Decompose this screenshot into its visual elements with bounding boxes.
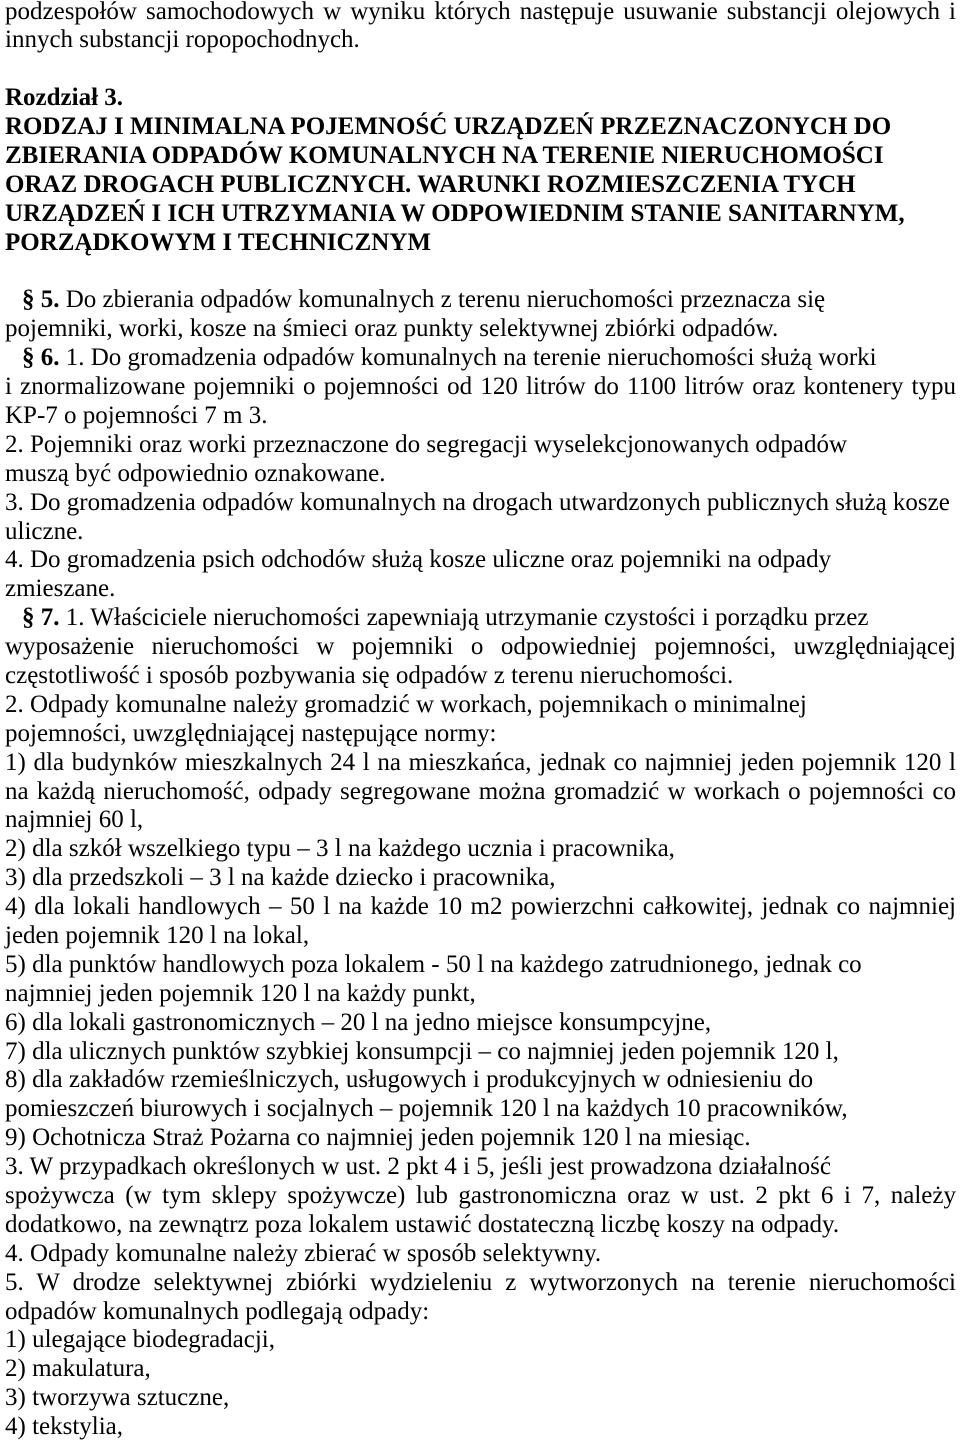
section-7-list-item: 7) dla ulicznych punktów szybkiej konsumpcji – co najmniej jeden pojemnik 120 l, (5, 1037, 839, 1065)
section-7-line: 3. W przypadkach określonych w ust. 2 pkt 4 i 5, jeśli jest prowadzona działalność (5, 1153, 831, 1181)
section-6-line: i znormalizowane pojemniki o pojemności od 120 litrów do 1100 litrów oraz kontenery typu (5, 373, 956, 401)
section-6-line: 2. Pojemniki oraz worki przeznaczone do segregacji wyselekcjonowanych odpadów (5, 430, 848, 458)
chapter-title-line: ORAZ DROGACH PUBLICZNYCH. WARUNKI ROZMIESZCZENIA TYCH (5, 170, 856, 198)
section-7-line: wyposażenie nieruchomości w pojemniki o odpowiedniej pojemności, uwzględniającej (5, 633, 956, 661)
section-7-list-item: 2) dla szkół wszelkiego typu – 3 l na każdego ucznia i pracownika, (5, 835, 675, 863)
section-7-line: dodatkowo, na zewnątrz poza lokalem ustawić dostateczną liczbę koszy na odpady. (5, 1210, 840, 1238)
section-7-line: częstotliwość i sposób pozbywania się odpadów z terenu nieruchomości. (5, 661, 734, 689)
section-6-line: 4. Do gromadzenia psich odchodów służą kosze uliczne oraz pojemniki na odpady (5, 546, 832, 574)
section-7-list-item: 4) tekstylia, (5, 1413, 124, 1441)
section-7-line: spożywcza (w tym sklepy spożywcze) lub gastronomiczna oraz w ust. 2 pkt 6 i 7, należy (5, 1182, 956, 1210)
chapter-title-line: RODZAJ I MINIMALNA POJEMNOŚĆ URZĄDZEŃ PRZEZNACZONYCH DO (5, 113, 892, 141)
section-6-text: 1. Do gromadzenia odpadów komunalnych na terenie nieruchomości służą worki (65, 344, 877, 372)
section-7-list-item: 3) dla przedszkoli – 3 l na każde dziecko i pracownika, (5, 864, 556, 892)
section-7-list-item: 6) dla lokali gastronomicznych – 20 l na jedno miejsce konsumpcyjne, (5, 1008, 712, 1036)
section-7-list-item: 9) Ochotnicza Straż Pożarna co najmniej jeden pojemnik 120 l na miesiąc. (5, 1124, 751, 1152)
section-7-list-item: 3) tworzywa sztuczne, (5, 1384, 230, 1412)
blank-line (5, 258, 956, 287)
section-6-line: zmieszane. (5, 575, 116, 603)
section-6-line: uliczne. (5, 517, 84, 545)
section-7-line: odpadów komunalnych podlegają odpady: (5, 1297, 430, 1325)
section-7-mark: § 7. (22, 604, 60, 632)
chapter-title-line: PORZĄDKOWYM I TECHNICZNYM (5, 228, 431, 256)
section-7-line: najmniej 60 l, (5, 806, 144, 834)
blank-line (5, 55, 956, 84)
section-6-line: muszą być odpowiednio oznakowane. (5, 459, 386, 487)
section-7-text: 1. Właściciele nieruchomości zapewniają utrzymanie czystości i porządku przez (65, 604, 869, 632)
section-6-mark: § 6. (22, 344, 60, 372)
section-7-line: 4. Odpady komunalne należy zbierać w sposób selektywny. (5, 1239, 602, 1267)
section-7-line: jeden pojemnik 120 l na lokal, (5, 922, 310, 949)
section-5-line: pojemniki, worki, kosze na śmieci oraz punkty selektywnej zbiórki odpadów. (5, 315, 779, 343)
section-6-line: KP-7 o pojemności 7 m 3. (5, 401, 268, 429)
section-7-line: na każdą nieruchomość, odpady segregowane można gromadzić w workach o pojemności co (5, 777, 956, 805)
section-7-line: 5. W drodze selektywnej zbiórki wydzieleniu z wytworzonych na terenie nieruchomości (5, 1268, 956, 1296)
section-7-list-item: 5) dla punktów handlowych poza lokalem - 50 l na każdego zatrudnionego, jednak co (5, 950, 862, 978)
section-7-first-line (5, 604, 956, 633)
section-7-list-item: 1) dla budynków mieszkalnych 24 l na mieszkańca, jednak co najmniej jeden pojemnik 120 l (5, 748, 956, 776)
section-6-line: 3. Do gromadzenia odpadów komunalnych na drogach utwardzonych publicznych służą kosze (5, 488, 950, 516)
chapter-label: Rozdział 3. (5, 84, 124, 112)
section-5-mark: § 5. (22, 286, 60, 314)
section-5-first-line (5, 286, 956, 315)
section-6-first-line (5, 344, 956, 373)
chapter-title-line: ZBIERANIA ODPADÓW KOMUNALNYCH NA TERENIE NIERUCHOMOŚCI (5, 141, 884, 169)
chapter-title-line: URZĄDZEŃ I ICH UTRZYMANIA W ODPOWIEDNIM STANIE SANITARNYM, (5, 199, 905, 227)
intro-line: innych substancji ropopochodnych. (5, 26, 360, 54)
document-page (5, 0, 956, 1442)
section-7-line: pomieszczeń biurowych i socjalnych – pojemnik 120 l na każdych 10 pracowników, (5, 1095, 848, 1123)
intro-line: podzespołów samochodowych w wyniku których następuje usuwanie substancji olejowych i (5, 0, 956, 25)
section-7-line: najmniej jeden pojemnik 120 l na każdy punkt, (5, 979, 476, 1007)
section-7-list-item: 2) makulatura, (5, 1355, 151, 1383)
section-5-text: Do zbierania odpadów komunalnych z terenu nieruchomości przeznacza się (65, 286, 826, 314)
section-7-list-item: 8) dla zakładów rzemieślniczych, usługowych i produkcyjnych w odniesieniu do (5, 1066, 814, 1094)
section-7-list-item: 4) dla lokali handlowych – 50 l na każde 10 m2 powierzchni całkowitej, jednak co najmniej (5, 893, 956, 921)
section-7-line: 2. Odpady komunalne należy gromadzić w workach, pojemnikach o minimalnej (5, 690, 807, 718)
section-7-list-item: 1) ulegające biodegradacji, (5, 1326, 275, 1354)
section-7-line: pojemności, uwzględniającej następujące normy: (5, 719, 497, 747)
